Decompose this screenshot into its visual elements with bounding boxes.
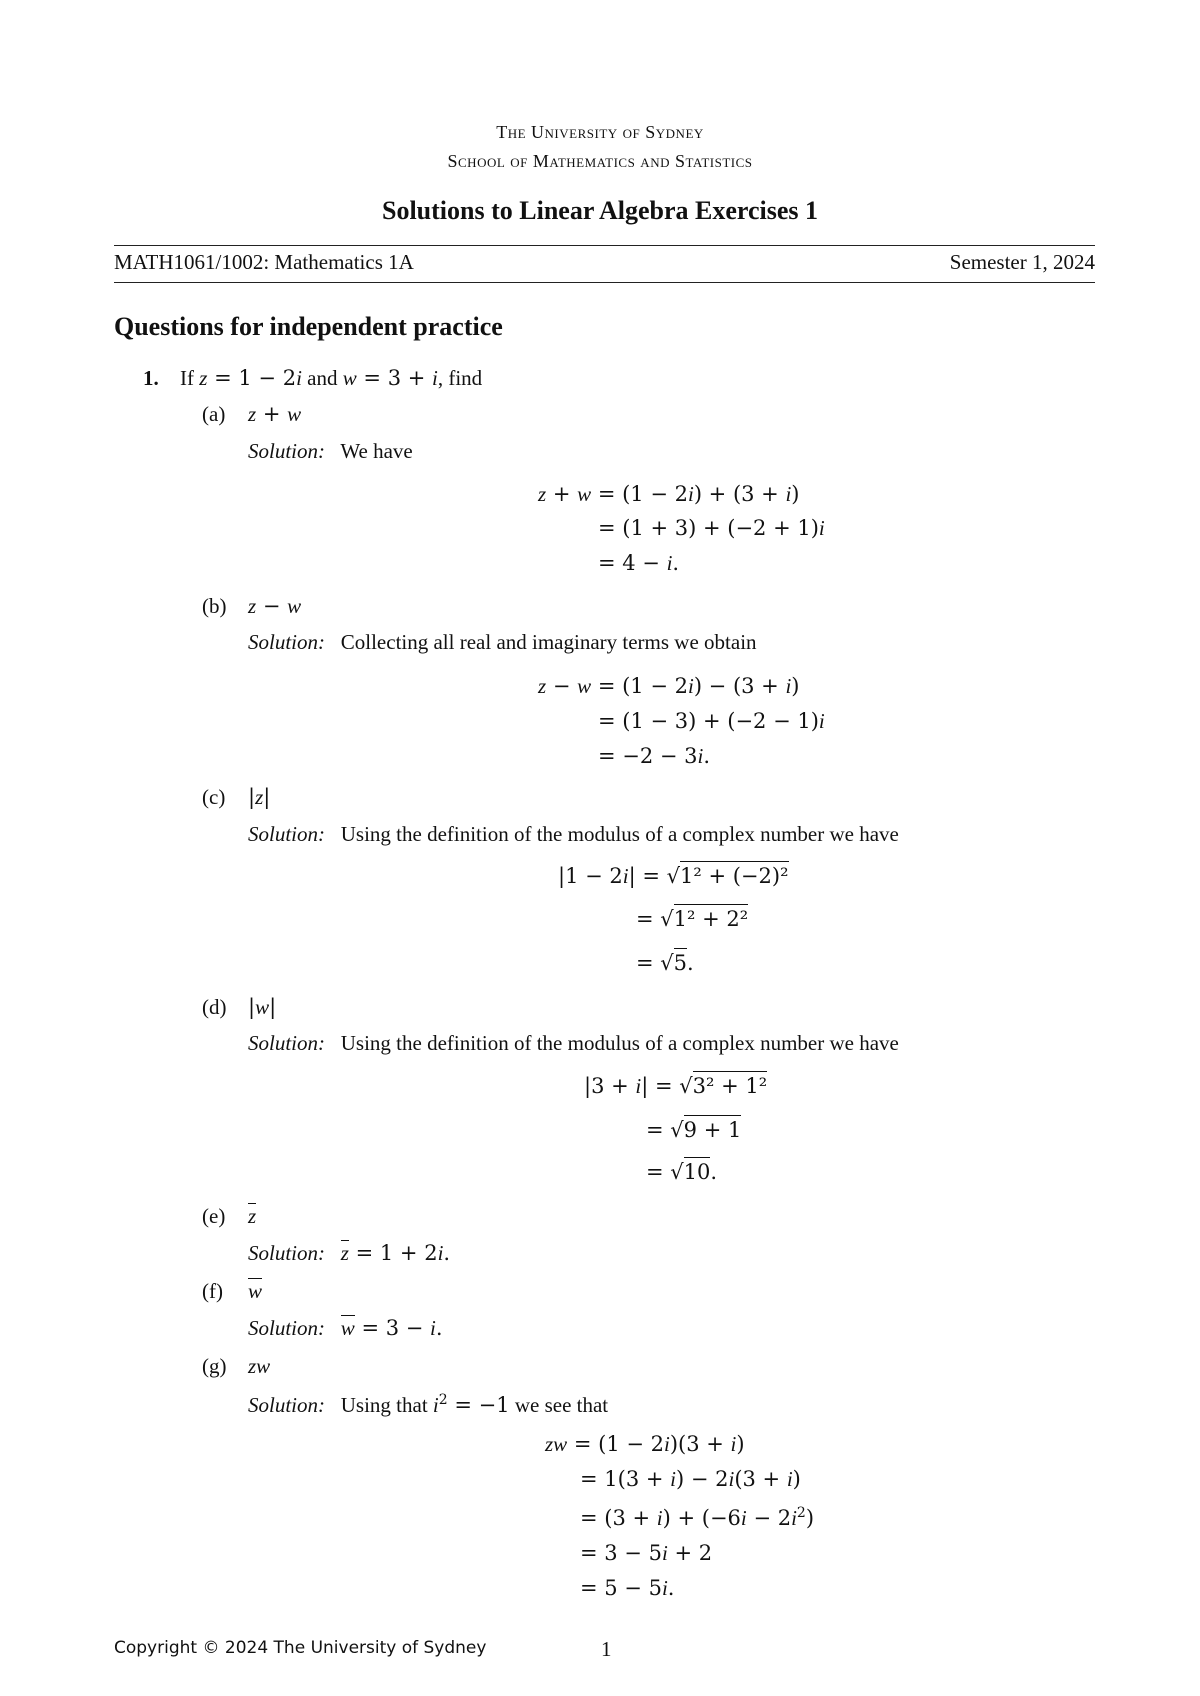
solution-line bbox=[248, 632, 757, 653]
section-title: Questions for independent practice bbox=[114, 312, 503, 341]
document-title: Solutions to Linear Algebra Exercises 1 bbox=[382, 196, 818, 225]
solution-math: z = 1 + 2i. bbox=[340, 1241, 451, 1265]
equation-line: = √5. bbox=[636, 953, 694, 974]
part-label: (f) bbox=[202, 1279, 223, 1303]
part-label: (b) bbox=[202, 594, 227, 618]
header-rule-top bbox=[114, 245, 1095, 246]
part-expr: zw bbox=[248, 1354, 271, 1378]
solution-line bbox=[248, 441, 413, 462]
equation-line: z + w = (1 − 2i) + (3 + i) bbox=[538, 482, 800, 506]
solution-label: Solution: bbox=[248, 1393, 325, 1417]
part-label: (e) bbox=[202, 1204, 226, 1228]
solution-text: Using the definition of the modulus of a complex number we have bbox=[340, 1031, 899, 1055]
part-expr: |z| bbox=[248, 785, 271, 809]
page-number: 1 bbox=[601, 1637, 612, 1661]
university-name: The University of Sydney bbox=[496, 122, 704, 142]
equation-line: = √9 + 1 bbox=[646, 1120, 741, 1141]
equation-line: zw = (1 − 2i)(3 + i) bbox=[545, 1432, 745, 1456]
solution-label: Solution: bbox=[248, 1241, 325, 1265]
header-rule-bottom bbox=[114, 282, 1095, 283]
equation-line: = 3 − 5i + 2 bbox=[580, 1541, 713, 1565]
copyright-footer: Copyright © 2024 The University of Sydney bbox=[114, 1638, 487, 1658]
part-expr: z + w bbox=[248, 402, 302, 426]
solution-label: Solution: bbox=[248, 1031, 325, 1055]
solution-line bbox=[248, 824, 899, 845]
solution-line bbox=[248, 1243, 450, 1264]
equation-line: = 5 − 5i. bbox=[580, 1576, 675, 1600]
part-expr: z − w bbox=[248, 594, 302, 618]
solution-text: Using the definition of the modulus of a complex number we have bbox=[340, 822, 899, 846]
equation-line: = √1² + 2² bbox=[636, 909, 748, 930]
equation-line: |1 − 2i| = √1² + (−2)² bbox=[558, 866, 789, 887]
equation-line: = √10. bbox=[646, 1162, 717, 1183]
equation-line: = 4 − i. bbox=[598, 551, 680, 575]
part-label: (a) bbox=[202, 402, 226, 426]
equation-line: = (1 + 3) + (−2 + 1)i bbox=[598, 516, 825, 540]
part-expr: |w| bbox=[248, 995, 277, 1019]
solution-label: Solution: bbox=[248, 439, 325, 463]
part-label: (d) bbox=[202, 995, 227, 1019]
school-name: School of Mathematics and Statistics bbox=[447, 151, 753, 171]
solution-math: Using that $i^2 = -1$ we see that bbox=[340, 1392, 609, 1417]
part-expr: z bbox=[248, 1204, 257, 1228]
solution-text: We have bbox=[340, 439, 413, 463]
part-label: (c) bbox=[202, 785, 226, 809]
part-expr: w bbox=[248, 1279, 263, 1303]
solution-label: Solution: bbox=[248, 1316, 325, 1340]
solution-text: Collecting all real and imaginary terms we obtain bbox=[340, 630, 757, 654]
part-label: (g) bbox=[202, 1354, 227, 1378]
equation-line: z − w = (1 − 2i) − (3 + i) bbox=[538, 674, 800, 698]
equation-line: = 1(3 + i) − 2i(3 + i) bbox=[580, 1467, 801, 1491]
equation-line: = $(3 + i) + (-6i - 2i^2)$ bbox=[580, 1505, 815, 1530]
question-prompt: If z = 1 − 2i and w = 3 + i, find bbox=[180, 366, 483, 390]
course-code: MATH1061/1002: Mathematics 1A bbox=[114, 250, 414, 274]
solution-math: w = 3 − i. bbox=[340, 1316, 443, 1340]
equation-line: = −2 − 3i. bbox=[598, 744, 711, 768]
solution-line bbox=[248, 1393, 608, 1416]
semester-label: Semester 1, 2024 bbox=[949, 250, 1095, 274]
solution-label: Solution: bbox=[248, 822, 325, 846]
equation-line: |3 + i| = √3² + 1² bbox=[584, 1076, 767, 1097]
equation-line: = (1 − 3) + (−2 − 1)i bbox=[598, 709, 825, 733]
solution-line bbox=[248, 1033, 899, 1054]
solution-label: Solution: bbox=[248, 630, 325, 654]
solution-line bbox=[248, 1318, 443, 1339]
question-number-label: 1. bbox=[143, 366, 159, 390]
question-number bbox=[143, 368, 159, 389]
